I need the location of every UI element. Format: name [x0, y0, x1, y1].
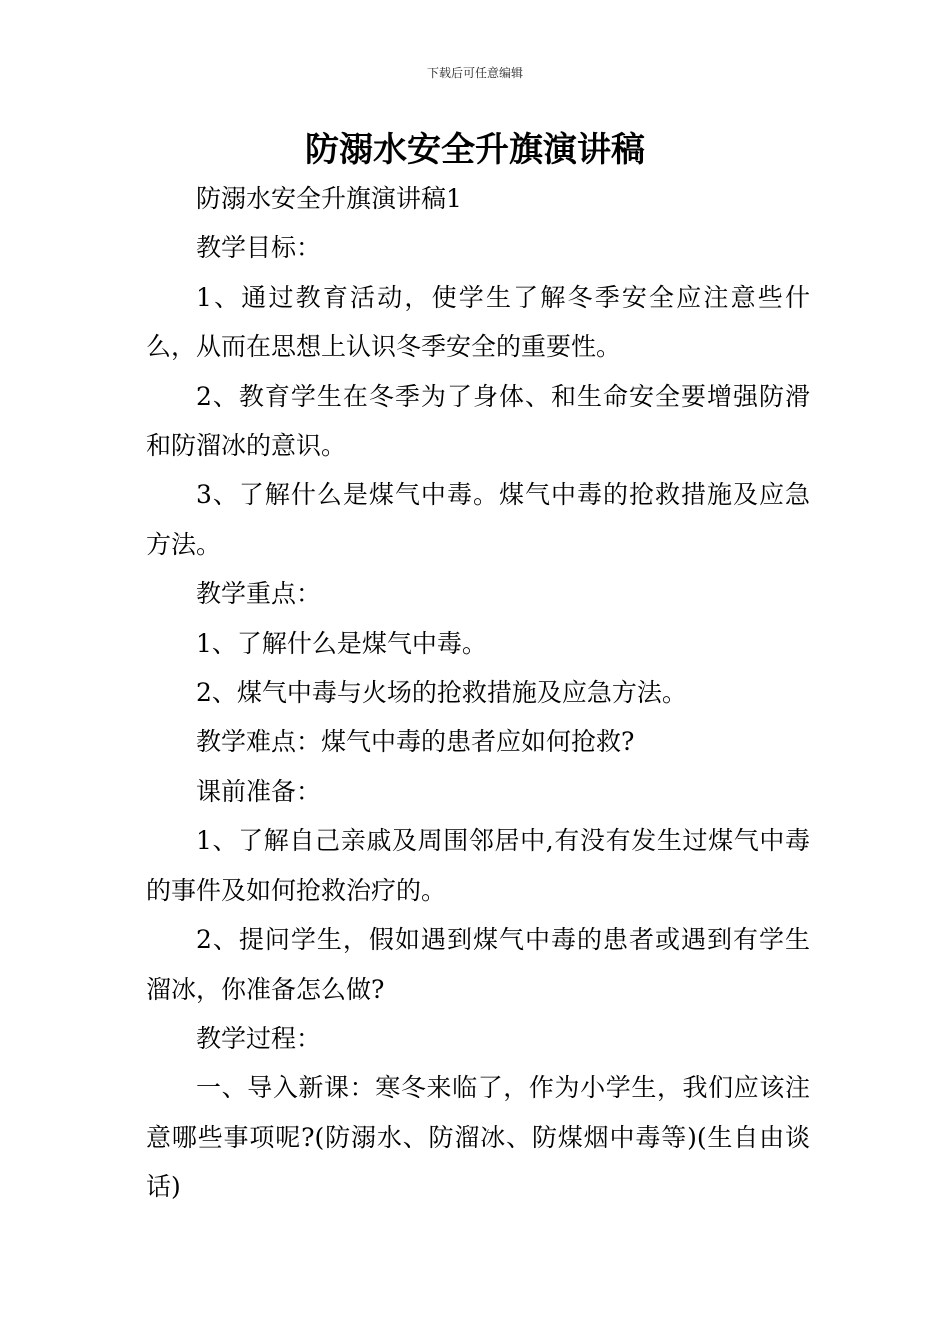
- paragraph-preparation-1: 1、了解自己亲戚及周围邻居中,有没有发生过煤气中毒的事件及如何抢救治疗的。: [146, 826, 810, 905]
- paragraph-objective-1: 1、通过教育活动，使学生了解冬季安全应注意些什么，从而在思想上认识冬季安全的重要性。: [146, 282, 810, 362]
- paragraph-objective-2: 2、教育学生在冬季为了身体、和生命安全要增强防滑和防溜冰的意识。: [146, 381, 810, 461]
- paragraph-process-heading: 教学过程：: [196, 1023, 322, 1053]
- paragraph-key-point-1: 1、了解什么是煤气中毒。: [196, 628, 487, 658]
- paragraph-objectives-heading: 教学目标：: [196, 233, 322, 263]
- paragraph-subtitle: 防溺水安全升旗演讲稿1: [196, 184, 462, 213]
- paragraph-difficulty: 教学难点：煤气中毒的患者应如何抢救?: [196, 727, 635, 757]
- paragraph-process-1: 一、导入新课：寒冬来临了，作为小学生，我们应该注意哪些事项呢?(防溺水、防溜冰、防煤烟中毒等)(生自由谈话): [146, 1073, 810, 1202]
- paragraph-objective-3: 3、了解什么是煤气中毒。煤气中毒的抢救措施及应急方法。: [146, 480, 810, 559]
- paragraph-key-points-heading: 教学重点：: [196, 579, 322, 609]
- document-title: 防溺水安全升旗演讲稿: [305, 130, 645, 170]
- header-note: 下载后可任意编辑: [426, 66, 523, 80]
- paragraph-key-point-2: 2、煤气中毒与火场的抢救措施及应急方法。: [196, 678, 687, 708]
- paragraph-preparation-heading: 课前准备：: [196, 776, 322, 806]
- document-body: [146, 174, 810, 1212]
- paragraph-preparation-2: 2、提问学生，假如遇到煤气中毒的患者或遇到有学生溜冰，你准备怎么做?: [146, 925, 810, 1004]
